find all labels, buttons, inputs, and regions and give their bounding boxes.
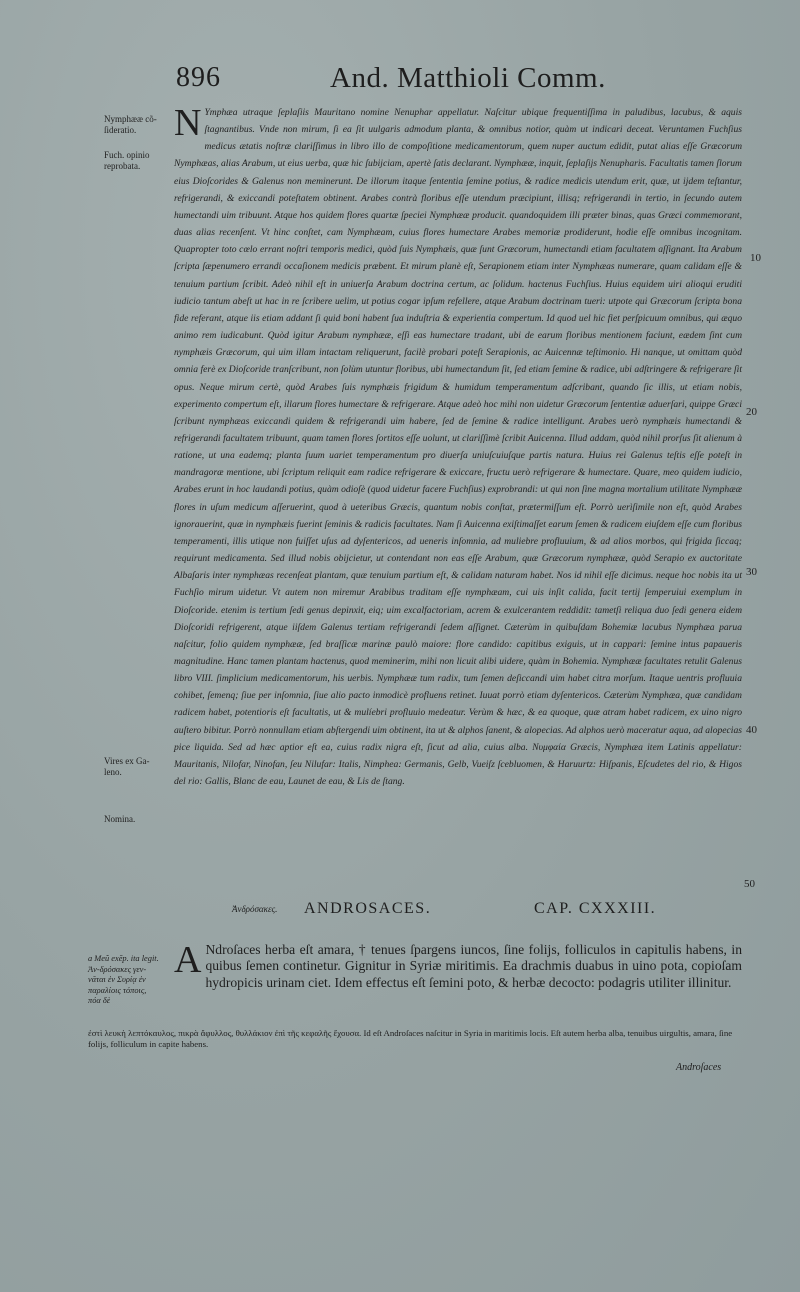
androsaces-text [174, 939, 742, 991]
line-number-40: 40 [746, 724, 757, 736]
line-number-10: 10 [750, 252, 761, 264]
margin-note-vires: Vires ex Ga- leno. [104, 756, 150, 777]
commentary-body: Ymphæa utraque ſeplaſiis Mauritano nomine Nenuphar appellatur. Naſcitur ubique frequentiſſima in paludibus, lacubus, & aquis ſtagnantibus. Vnde non mirum, ſi ea ſit uulgaris admodum planta, & omnibus notior, quàm ut indicari deceat. Veruntamen Fuchſius medicus ætatis noſtræ clariſſimus in libro illo de compoſitione medicamentorum, quem nuper auctum edidit, putat alias eſſe Græcorum Nymphæas, alias Arabum, ut eius uerba, quæ hic ſubijciam, apertè ſatis declarant. Nymphææ, inquit, ſeplaſijs Nenupharis. Facultatis tamen ſlorum eius Dioſcorides & Galenus non meminerunt. De illorum itaque ſententia ſemine potius, & radice medicis utendum erit, quæ, ut ijdem teſtantur, refrigerandi, & exiccandi poteſtatem obtinent. Arabes contrà floribus eſſe utendum præcipiunt, illisq; refrigerandi in tertio, in ſecundo autem humectandi uim tribuunt. Atque hos quidem flores quartæ ſpeciei Nymphææ producit. quandoquidem illi præter binas, quas Græci commemorant, duas alias recenſent. Vt hinc conſtet, cam Nymphæam, cuius flores humectare Arabes memoriæ prodiderunt, hodie eſſe omnibus incognitam. Quapropter toto cœlo errant noſtri temporis medici, quòd ſuis Nymphæis, quæ ſunt Græcorum, humectandi etiam facultatem aſſignant. Ita Arabum ſcripta ſæpenumero errandi occaſionem medicis præbent. Et mirum planè eſt, Serapionem etiam inter Nymphæas numerare, quam calidam eſſe & tenuium partium ſcribit. Adeò nihil eſt in uniuerſa Arabum doctrina certum, ac ſolidum. hactenus Fuchſius. Huius equidem uiri alioqui eruditi iudicio tantum abeſt ut hac in re ſcribere uelim, ut potius cogar ipſum refellere, atque Arabum doctrinam tueri: utpote qui Græcorum ſcripta bona fide referant, atque iis etiam addant ſi quid boni habent ſua induſtria & experientia compertum. Id quod uel hic fiet perſpicuum omnibus, qui æquo animo rem iudicabunt. Quòd igitur Arabum nymphææ, eſſi eas humectare tradant, ubi de earum floribus mentionem faciunt, eædem ſint cum nymphæis Græcorum, qui uim illam intactam reliquerunt, facilè probari poteſt Serapionis, ac Auicennæ teſtimonio. Hi nanque, ut omittam quòd omnia ferè ex Dioſcoride tranſcribunt, non ſolùm utuntur floribus, ubi humectandum ſit, ſed etiam ſemine & radice, ubi adſtringere & refrigerare ſit opus. Neque mirum certè, quòd Arabes ſuis nymphæis frigidum & humidum temperamentum adſcribant, quando ſic illis, ut etiam nobis, experimento compertum eſt, illarum flores humectare & refrigerare. Atque adeò hoc mihi non uidetur Græcorum ſententiæ aduerſari, quippe Græci ſcribunt nymphæas exiccandi quidem & refrigerandi uim habere, ſed de ſemine & radice intelligunt. Arabes uerò nymphæis humectandi & refrigerandi facultatem tribuunt, quam tamen flores ſortitos eſſe uolunt, ut clariſſimè ſcribit Auicenna. Illud addam, quòd nihil prorſus ſit alienum à ratione, ut una eademq; planta ſuum uariet temperamentum pro diuerſa uniuſcuiuſque partis natura. Huius rei Galenus teſtis eſſe poteſt in mandragoræ mentione, ubi ſcriptum reliquit eam radice refrigerare & exiccare, fructu uerò refrigerare & humectare. Quare, meo quidem iudicio, Arabes erunt in hoc laudandi potius, quàm odioſè (quod uidetur facere Fuchſius) exprobrandi: ut qui non ſine magna mortalium utilitate Nymphææ flores in uſum medicum aſſeruerint, quod à ueteribus Græcis, quantum nobis conſtat, prætermiſſum eſt. Porrò uerìſimile non eſt, quòd Arabes ignorauerint, quæ in nymphæis fuerint ſeminis & radicis facultates. Nam ſi Auicenna exiſtimaſſet earum ſemen & radicem eiuſdem eſſe cum floribus temperamenti, illis utique non fuiſſet uſus ad dyſentericos, ad ueneris inſomnia, ad muliebre profluuium, & ad alios morbos, qui frigida ſiccaq; requirunt medicamenta. Sed illud nobis obijcietur, ut contendant non eas eſſe Arabum, quæ Græcorum nymphææ, quòd Serapio ex auctoritate Albaſaris inter nymphæas recenſeat plantam, quæ tenuium partium eſt, & calidam naturam habet. Nos id nihil eſſe dicimus. neque hoc nobis ita ut Fuchſio mirum uidetur. Vt autem non miremur Arabibus traditam eſſe nymphæam, cui uis inſit calida, facit tertij ſemperuiui exemplum in Dioſcoride. etenim is tertium ſedi genus depinxit, eiq; uim excalfactoriam, acrem & exulcerantem reddidit: tametſi reliqua duo ſedi genera eidem Dioſcoridi refrigerent, atque iiſdem Galenus tertiam refrigerandi ſedem aſſignet. Cæterùm in quibuſdam Bohemiæ lacubus Nymphæa parua naſcitur, folio quidem nymphææ, ſed braſſicæ marinæ paulò maiore: flore candido: capitibus exiguis, ut in cappari: ſemine intus papaueris magnitudine. Hanc tamen plantam hactenus, quod meminerim, mihi non licuit alibi uidere, quàm in Bohemia. Nymphææ facultates retulit Galenus libro VIII. ſimplicium medicamentorum, his uerbis. Nymphææ tum radix, tum ſemen deſiccandi uim habet citra morſum. Itaque uentris profluuia cohibet, ſemenq; ſiue per inſomnia, ſiue alio pacto inmodicè profluens retinet. Iuuat porrò etiam dyſentericos. Cæterùm Nymphæa, quæ candidam radicem habet, potentioris eſt facultatis, ut & mulíebri profluuio medeatur. Verùm & hæc, & ea quoque, quæ atram habet radicem, ex uino nigro auſtero bibitur. Porrò nonnullam etiam abſtergendi uim obtinent, ita ut & alphos ſanent, & alopecias. Ad alphos uerò maceratur aqua, ad alopecias pice liquida. Sed ad hæc aptior eſt ea, cuius radix nigra eſt, ſicut ad alia, cuius alba. Νυμφαία Græcis, Nymphæa item Latinis appellatur: Mauritanis, Nilofar, Ninofan, ſeu Nilufar: Italis, Nimphea: Germanis, Gelb, Vueiſz ſcebluomen, & Haruurtz: Hiſpanis, Eſcudetes del rio, & Higos del rio: Gallis, Blanc de eau, Launet de eau, & Lis de ſtang. [174, 107, 742, 788]
androsaces-body: Ndroſaces herba eſt amara, † tenues ſpargens iuncos, ſine folijs, folliculos in capitulis habens, in quibus ſemen continetur. Gignitur in Syriæ miritimis. Ea drachmis duabus in uino pota, copioſam hydropicis urinam ciet. Idem effectus eſt ſemini poto, & herbæ decocto: podagris utiliter illinitur. [205, 942, 742, 990]
chapter-heading [0, 898, 800, 922]
commentary-dropcap: N [174, 102, 202, 144]
catchword: Androſaces [676, 1062, 722, 1073]
chapter-greek-title: Ἀνδρόσακες. [232, 904, 278, 914]
margin-note-nomina: Nomina. [104, 814, 136, 824]
line-number-50: 50 [744, 878, 755, 890]
androsaces-dropcap: A [174, 939, 202, 981]
commentary-text [174, 104, 742, 790]
line-number-20: 20 [746, 406, 757, 418]
margin-note-fuchs: Fuch. opinio reprobata. [104, 150, 150, 171]
footnote-greek-line: ἐστὶ λευκὴ λεπτόκαυλος, πικρὰ ἄφυλλος, θυλλάκιον ἐπὶ τῆς κεφαλῆς ἔχουσα. Id eſt Androſaces naſcitur in Syria in maritimis locis. Eſt autem herba alba, tenuibus uirgultis, amara, ſine folijs, folliculum in capite habens. [88, 1028, 733, 1049]
running-title: And. Matthioli Comm. [330, 62, 606, 94]
margin-note-nymphaea: Nymphææ cõ- ſideratio. [104, 114, 157, 135]
page-number: 896 [176, 62, 221, 93]
chapter-number: CAP. CXXXIII. [534, 900, 657, 917]
page-header [0, 62, 800, 102]
footnote-margin: a Meũ exēp. ita legit. Ἀν-δρόσακες γεν-νᾶται ἐν Συρίᾳ ἐν παραλίοις τόποις, πόα δὲ [88, 954, 159, 1006]
line-number-30: 30 [746, 566, 757, 578]
chapter-title: ANDROSACES. [304, 900, 432, 917]
